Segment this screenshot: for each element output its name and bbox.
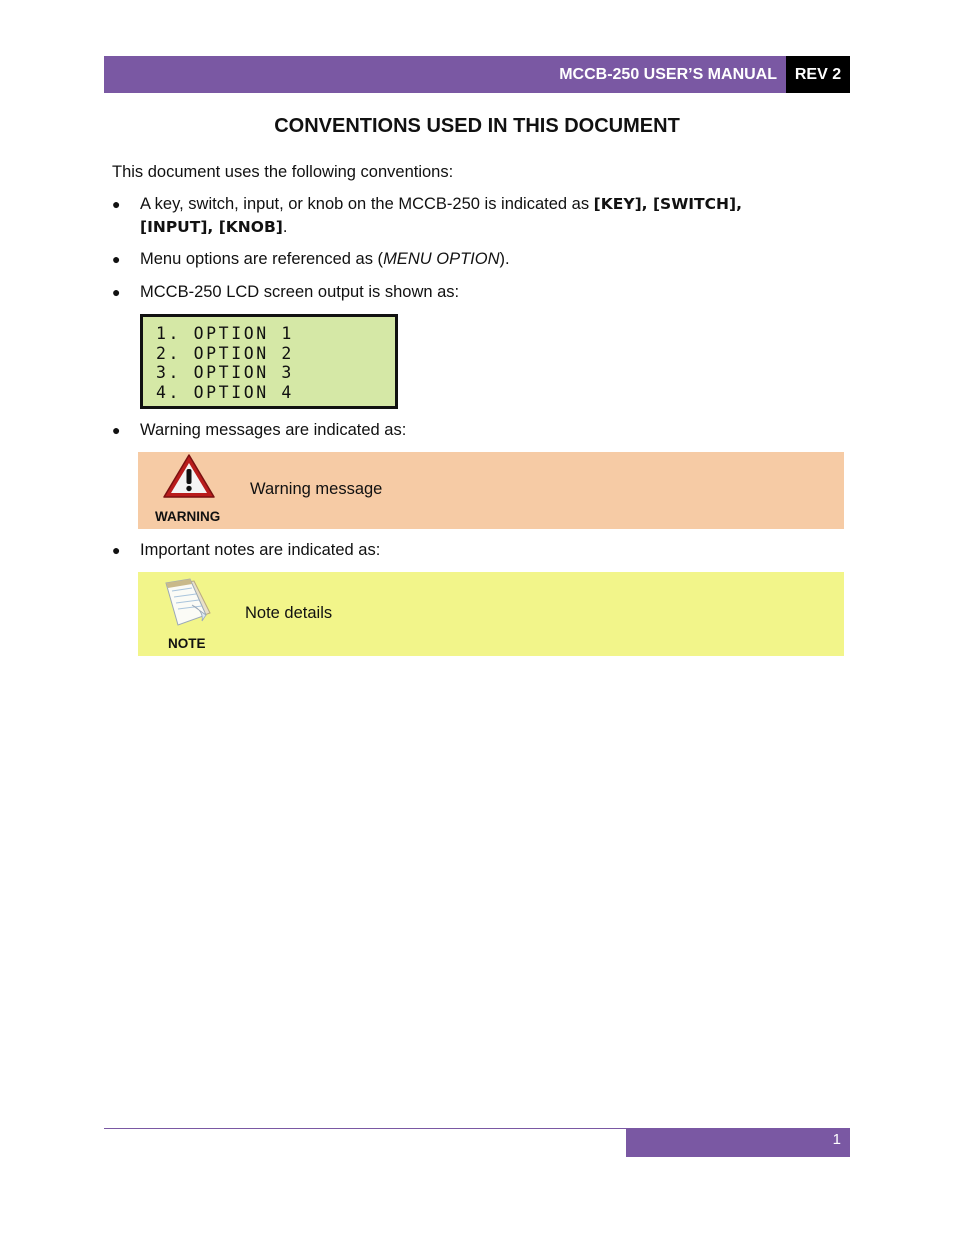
bullet-warning-convention: [112, 419, 812, 442]
bullet-dot: ●: [112, 422, 121, 438]
bullet-text: [140, 193, 812, 239]
bullet-dot: ●: [112, 284, 121, 300]
bullet-dot: ●: [112, 251, 121, 267]
bullet-menu-convention: [112, 248, 812, 271]
lcd-screen-example: [140, 314, 398, 409]
bullet-lcd-convention: [112, 281, 812, 304]
warning-triangle-icon: [162, 453, 216, 504]
bullet-text: Warning messages are indicated as:: [140, 421, 407, 439]
warning-callout: [138, 452, 844, 529]
key-convention-bold-1: [KEY], [SWITCH],: [593, 195, 742, 213]
key-convention-suffix: .: [282, 218, 288, 236]
intro-text: This document uses the following conventions:: [112, 163, 454, 181]
menu-convention-italic: MENU OPTION: [383, 250, 500, 268]
key-convention-text: A key, switch, input, or knob on the MCCB-250 is indicated as: [140, 195, 594, 213]
key-convention-bold-2: [INPUT], [KNOB]: [140, 218, 283, 236]
bullet-text: MCCB-250 LCD screen output is shown as:: [140, 283, 460, 301]
menu-convention-text: Menu options are referenced as (: [140, 250, 384, 268]
bullet-key-convention: [112, 193, 812, 239]
note-caption: NOTE: [168, 636, 206, 651]
lcd-line: 4. OPTION 4: [156, 382, 294, 402]
bullet-text: Important notes are indicated as:: [140, 541, 381, 559]
page-number: 1: [832, 1131, 841, 1148]
lcd-line: 2. OPTION 2: [156, 343, 294, 363]
note-message: Note details: [245, 604, 333, 622]
menu-convention-suffix: ).: [499, 250, 510, 268]
header-title: MCCB-250 USER’S MANUAL: [104, 56, 786, 93]
note-callout: [138, 572, 844, 656]
bullet-note-convention: [112, 539, 812, 562]
lcd-line: 1. OPTION 1: [156, 324, 294, 343]
notepad-icon: [162, 577, 214, 632]
warning-message: Warning message: [250, 480, 383, 498]
lcd-line: 3. OPTION 3: [156, 363, 294, 383]
bullet-dot: ●: [112, 542, 121, 558]
footer-bar: [626, 1128, 850, 1157]
page-title: CONVENTIONS USED IN THIS DOCUMENT: [274, 115, 680, 137]
bullet-text: [140, 248, 812, 271]
header-revision: REV 2: [786, 56, 850, 93]
warning-caption: WARNING: [155, 509, 221, 524]
page-header: [104, 56, 850, 93]
bullet-dot: ●: [112, 196, 121, 212]
